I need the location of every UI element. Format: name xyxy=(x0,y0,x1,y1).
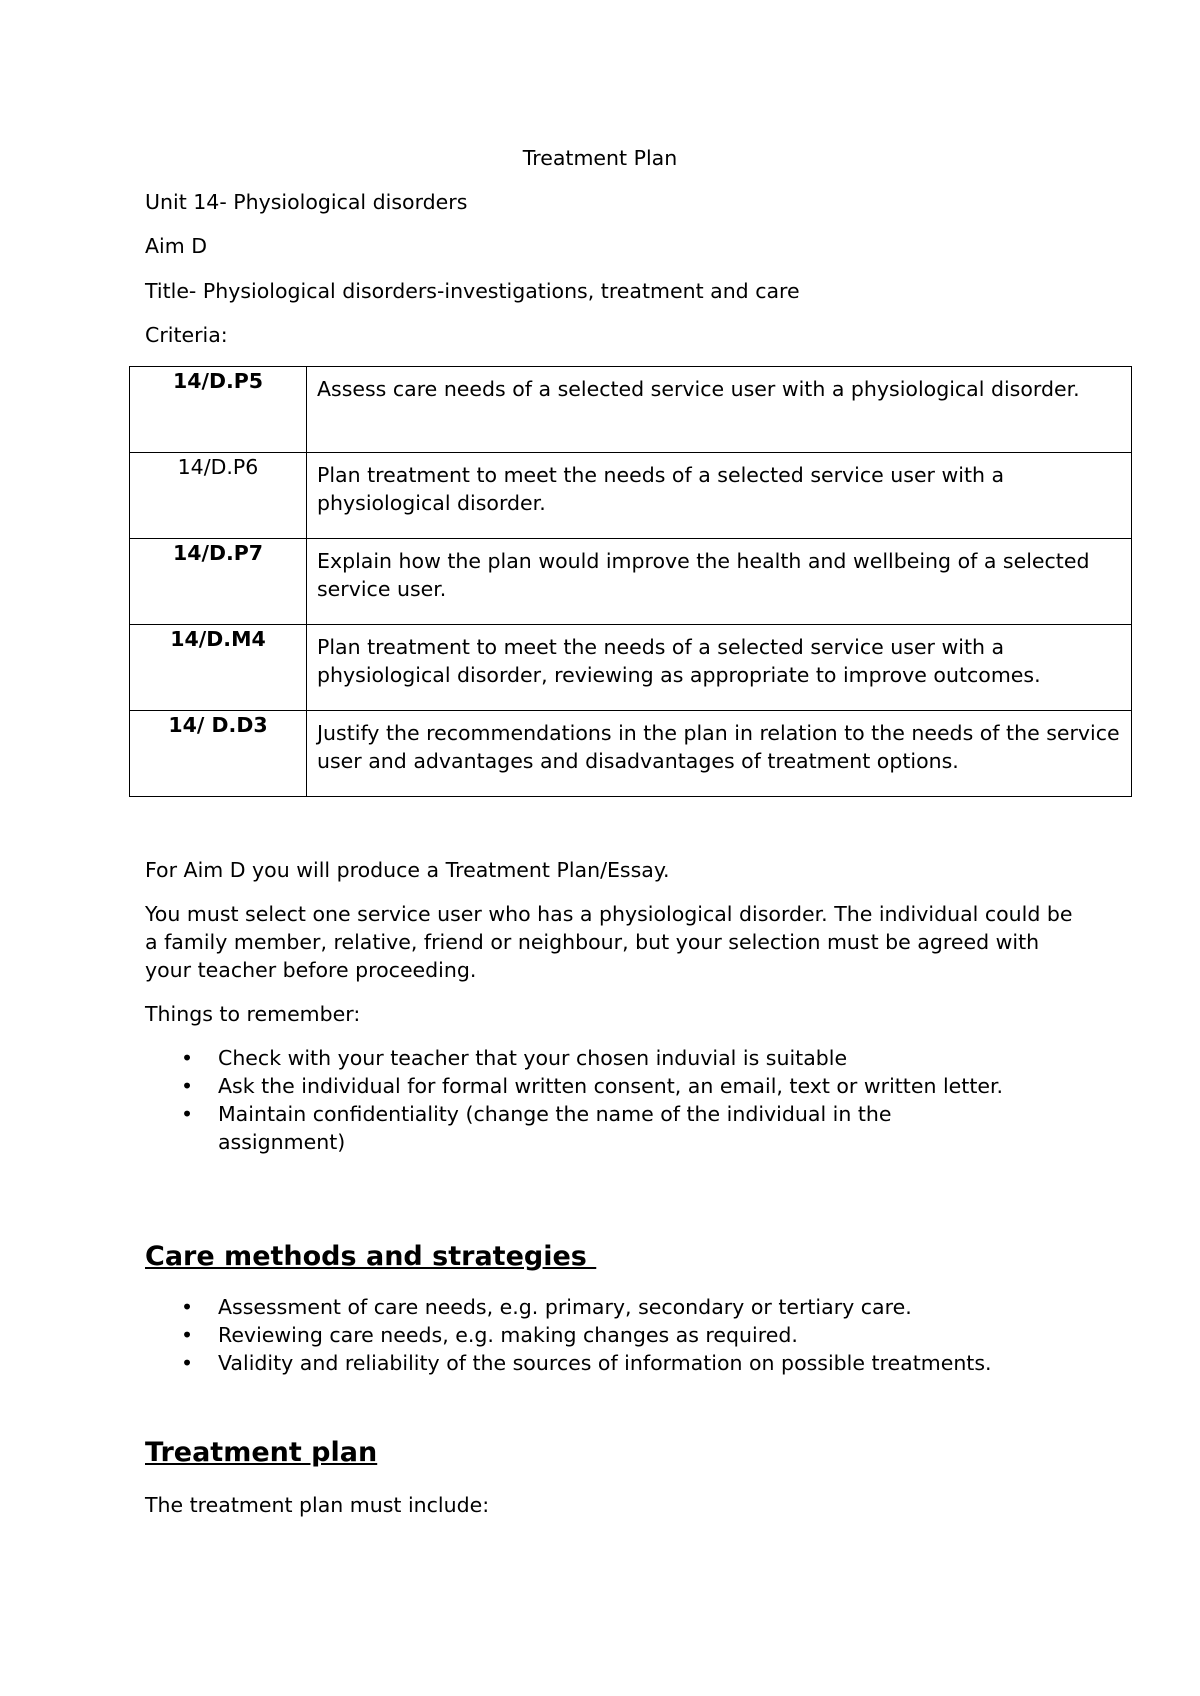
list-item-text: Validity and reliability of the sources of information on possible treatments. xyxy=(218,1351,992,1375)
aim-d-text: For Aim D you will produce a Treatment Plan/Essay. xyxy=(145,858,670,882)
criteria-code-cell xyxy=(130,453,307,539)
list-item-text: Reviewing care needs, e.g. making changes as required. xyxy=(218,1323,798,1347)
criteria-description-cell xyxy=(307,453,1132,539)
criteria-description: Plan treatment to meet the needs of a selected service user with a physiological disorder. xyxy=(317,463,1005,515)
criteria-code-cell xyxy=(130,711,307,797)
criteria-code: 14/D.P5 xyxy=(172,369,264,393)
criteria-table xyxy=(129,366,1132,797)
list-item-text: Assessment of care needs, e.g. primary, secondary or tertiary care. xyxy=(218,1295,912,1319)
treatment-plan-text: The treatment plan must include: xyxy=(145,1493,490,1517)
criteria-code-cell xyxy=(130,625,307,711)
criteria-code: 14/ D.D3 xyxy=(168,713,268,737)
bullet-icon: • xyxy=(181,1074,194,1098)
criteria-label: Criteria: xyxy=(145,323,228,347)
criteria-description: Justify the recommendations in the plan in relation to the needs of the service user and advantages and disadvantages of treatment options. xyxy=(317,721,1120,773)
treatment-plan-heading: Treatment plan xyxy=(145,1437,378,1468)
criteria-description: Assess care needs of a selected service user with a physiological disorder. xyxy=(317,377,1080,401)
care-methods-heading: Care methods and strategies xyxy=(145,1241,597,1272)
list-item xyxy=(145,1349,1105,1377)
criteria-code: 14/D.P6 xyxy=(177,455,259,479)
criteria-description-cell xyxy=(307,539,1132,625)
criteria-row xyxy=(130,539,1132,625)
bullet-icon: • xyxy=(181,1046,194,1070)
list-item xyxy=(145,1321,1105,1349)
criteria-row xyxy=(130,453,1132,539)
criteria-code-cell xyxy=(130,539,307,625)
list-item xyxy=(145,1100,1025,1156)
title-line: Title- Physiological disorders-investigations, treatment and care xyxy=(145,279,800,303)
criteria-description-cell xyxy=(307,367,1132,453)
criteria-row xyxy=(130,625,1132,711)
remember-list xyxy=(145,1044,1025,1156)
criteria-description-cell xyxy=(307,711,1132,797)
criteria-description-cell xyxy=(307,625,1132,711)
bullet-icon: • xyxy=(181,1323,194,1347)
list-item xyxy=(145,1044,1025,1072)
list-item-text: Maintain confidentiality (change the name of the individual in the assignment) xyxy=(218,1102,892,1154)
care-methods-list xyxy=(145,1293,1105,1377)
criteria-row xyxy=(130,711,1132,797)
aim-line: Aim D xyxy=(145,234,207,258)
criteria-row xyxy=(130,367,1132,453)
document-title: Treatment Plan xyxy=(522,146,678,170)
list-item xyxy=(145,1293,1105,1321)
criteria-code: 14/D.P7 xyxy=(172,541,264,565)
select-service-user-text: You must select one service user who has a physiological disorder. The individual could be a family member, relative, friend or neighbour, but your selection must be agreed with your teacher before proceeding. xyxy=(145,902,1073,982)
things-to-remember-label: Things to remember: xyxy=(145,1002,361,1026)
unit-line: Unit 14- Physiological disorders xyxy=(145,190,468,214)
criteria-description: Explain how the plan would improve the health and wellbeing of a selected service user. xyxy=(317,549,1090,601)
list-item xyxy=(145,1072,1025,1100)
bullet-icon: • xyxy=(181,1295,194,1319)
list-item-text: Check with your teacher that your chosen induvial is suitable xyxy=(218,1046,848,1070)
list-item-text: Ask the individual for formal written consent, an email, text or written letter. xyxy=(218,1074,1004,1098)
criteria-description: Plan treatment to meet the needs of a selected service user with a physiological disorder, reviewing as appropriate to improve outcomes. xyxy=(317,635,1041,687)
criteria-code: 14/D.M4 xyxy=(170,627,266,651)
bullet-icon: • xyxy=(181,1102,194,1126)
criteria-code-cell xyxy=(130,367,307,453)
bullet-icon: • xyxy=(181,1351,194,1375)
